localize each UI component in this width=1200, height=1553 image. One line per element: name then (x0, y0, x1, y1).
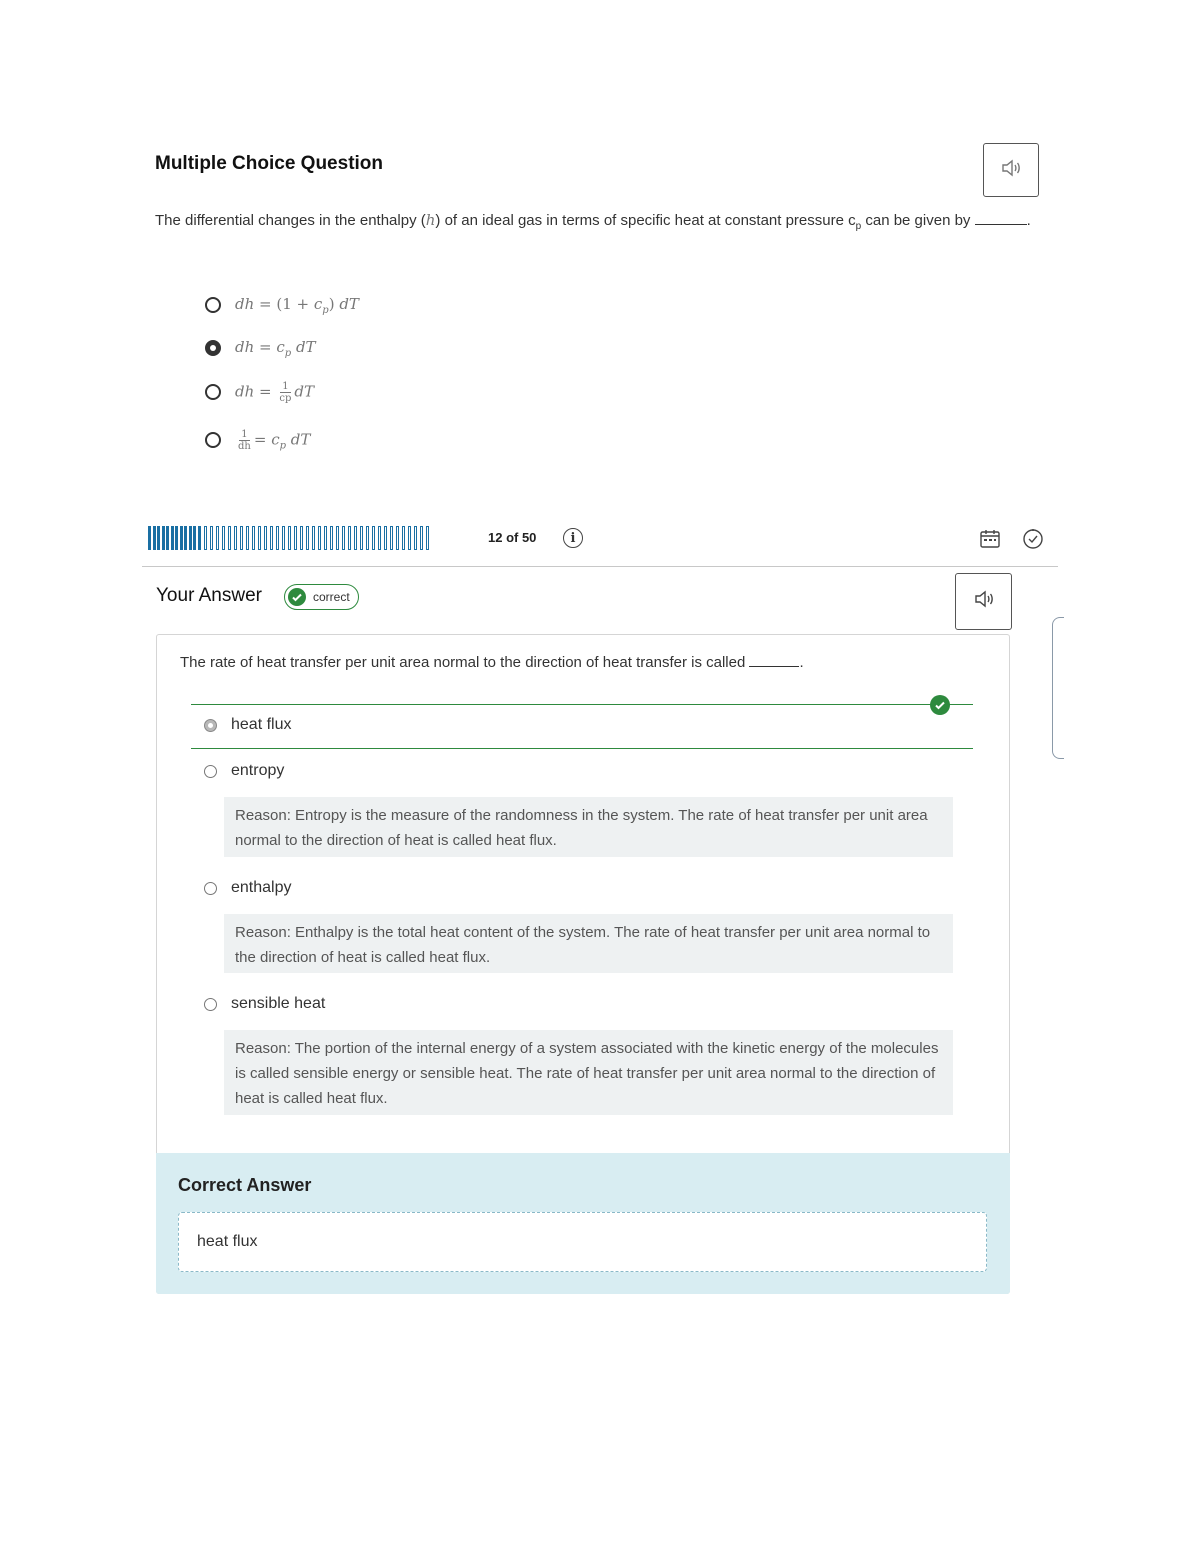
progress-tick[interactable] (366, 526, 369, 550)
correct-check-icon (930, 695, 950, 715)
progress-tick[interactable] (312, 526, 315, 550)
option-a-formula: dh = $(1 + c_p)$ dT (235, 294, 359, 316)
progress-tick[interactable] (282, 526, 285, 550)
radio-button[interactable] (205, 384, 221, 400)
question-progress-bar[interactable] (148, 526, 474, 550)
progress-tick[interactable] (276, 526, 279, 550)
progress-tick[interactable] (396, 526, 399, 550)
review-option-heat-flux (204, 716, 291, 734)
progress-tick-current[interactable] (198, 526, 201, 550)
progress-tick[interactable] (189, 526, 192, 550)
read-aloud-button[interactable] (983, 143, 1039, 197)
radio-button (204, 765, 217, 778)
progress-tick[interactable] (342, 526, 345, 550)
question-text: The differential changes in the enthalpy (h) of an ideal gas in terms of specific heat at constant pressure $c_p$ can be given by . (155, 211, 1031, 232)
option-label: heat flux (231, 716, 292, 733)
progress-tick[interactable] (175, 526, 178, 550)
option-label: sensible heat (231, 995, 326, 1012)
progress-tick[interactable] (240, 526, 243, 550)
progress-tick[interactable] (426, 526, 429, 550)
progress-tick[interactable] (184, 526, 187, 550)
question-counter: 12 of 50 (488, 530, 537, 545)
progress-tick[interactable] (300, 526, 303, 550)
review-option-enthalpy (204, 879, 292, 897)
divider (142, 566, 1058, 567)
progress-tick[interactable] (210, 526, 213, 550)
progress-tick[interactable] (148, 526, 151, 550)
progress-tick[interactable] (348, 526, 351, 550)
progress-tick[interactable] (171, 526, 174, 550)
timer-icon[interactable] (1022, 528, 1044, 555)
progress-tick[interactable] (288, 526, 291, 550)
radio-button[interactable] (205, 432, 221, 448)
progress-tick[interactable] (270, 526, 273, 550)
option-label: entropy (231, 762, 285, 779)
progress-tick[interactable] (360, 526, 363, 550)
progress-tick[interactable] (378, 526, 381, 550)
selected-answer-row (191, 704, 973, 749)
option-b[interactable] (205, 334, 316, 362)
progress-tick[interactable] (336, 526, 339, 550)
correct-badge: correct (284, 584, 359, 610)
progress-tick[interactable] (330, 526, 333, 550)
question-type-title: Multiple Choice Question (155, 153, 384, 174)
review-option-entropy (204, 762, 284, 780)
speaker-icon (973, 589, 995, 614)
radio-button-selected (204, 719, 217, 732)
progress-tick[interactable] (318, 526, 321, 550)
progress-tick[interactable] (354, 526, 357, 550)
progress-tick[interactable] (228, 526, 231, 550)
read-aloud-button[interactable] (955, 573, 1012, 630)
progress-tick[interactable] (252, 526, 255, 550)
progress-tick[interactable] (402, 526, 405, 550)
radio-button-selected[interactable] (205, 340, 221, 356)
progress-tick[interactable] (246, 526, 249, 550)
progress-tick[interactable] (390, 526, 393, 550)
option-label: enthalpy (231, 879, 292, 896)
progress-tick[interactable] (234, 526, 237, 550)
speaker-icon (1000, 158, 1022, 183)
option-d-formula: $\frac{1}{dh}$ = $c_p$ dT (238, 428, 311, 452)
radio-button (204, 998, 217, 1011)
progress-tick[interactable] (384, 526, 387, 550)
review-question-text: The rate of heat transfer per unit area normal to the direction of heat transfer is called . (180, 654, 804, 671)
review-option-sensible-heat (204, 995, 325, 1013)
progress-tick[interactable] (216, 526, 219, 550)
answer-blank (975, 210, 1027, 225)
side-panel-handle[interactable] (1052, 617, 1064, 759)
progress-tick[interactable] (372, 526, 375, 550)
radio-button (204, 882, 217, 895)
progress-tick[interactable] (204, 526, 207, 550)
reason-enthalpy: Reason: Enthalpy is the total heat content of the system. The rate of heat transfer per unit area normal to the direction of heat is called heat flux. (224, 914, 953, 973)
progress-tick[interactable] (294, 526, 297, 550)
correct-answer-value: heat flux (178, 1212, 987, 1272)
option-c-formula: dh = $\frac{1}{cp}$ dT (235, 380, 314, 404)
progress-tick[interactable] (193, 526, 196, 550)
option-c[interactable] (205, 376, 314, 408)
option-b-formula: dh = $c_p$ dT (235, 337, 316, 359)
reason-entropy: Reason: Entropy is the measure of the randomness in the system. The rate of heat transfer per unit area normal to the direction of heat is called heat flux. (224, 797, 953, 857)
check-icon (288, 588, 306, 606)
progress-tick[interactable] (180, 526, 183, 550)
progress-tick[interactable] (414, 526, 417, 550)
progress-tick[interactable] (166, 526, 169, 550)
info-icon[interactable]: i (563, 528, 583, 548)
option-a[interactable] (205, 291, 359, 319)
progress-tick[interactable] (157, 526, 160, 550)
option-d[interactable] (205, 424, 310, 456)
progress-tick[interactable] (162, 526, 165, 550)
correct-answer-heading: Correct Answer (178, 1175, 312, 1195)
your-answer-heading: Your Answer (156, 585, 262, 606)
reason-sensible-heat: Reason: The portion of the internal energy of a system associated with the kinetic energy of the molecules is called sensible energy or sensible heat. The rate of heat transfer per unit area normal to the direction of heat is called heat flux. (224, 1030, 953, 1115)
progress-tick[interactable] (420, 526, 423, 550)
radio-button[interactable] (205, 297, 221, 313)
calendar-icon[interactable] (979, 528, 1001, 555)
progress-tick[interactable] (222, 526, 225, 550)
progress-tick[interactable] (408, 526, 411, 550)
progress-tick[interactable] (306, 526, 309, 550)
answer-blank (749, 652, 799, 667)
progress-tick[interactable] (324, 526, 327, 550)
progress-tick[interactable] (153, 526, 156, 550)
progress-tick[interactable] (264, 526, 267, 550)
progress-tick[interactable] (258, 526, 261, 550)
